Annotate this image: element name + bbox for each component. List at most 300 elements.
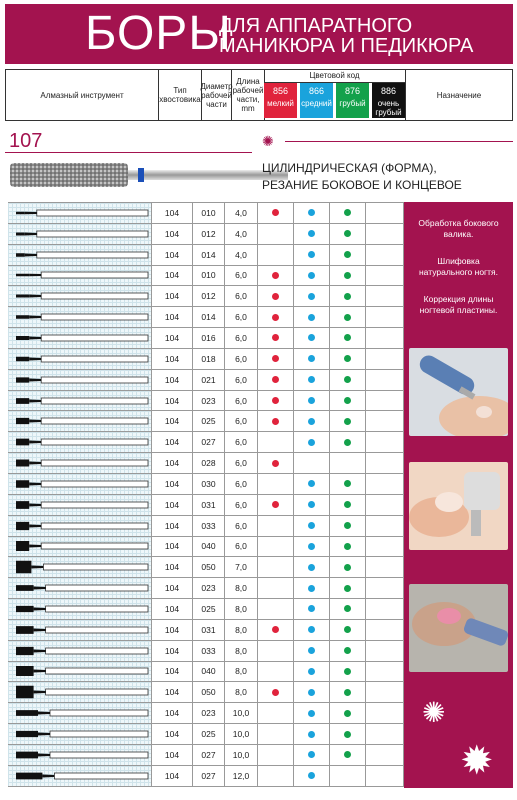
green-dot <box>344 543 351 550</box>
bur-shape-cell <box>8 766 152 786</box>
cell-green <box>330 370 366 390</box>
bur-shape-icon <box>8 766 151 786</box>
bur-shape-cell <box>8 286 152 306</box>
bur-shape-cell <box>8 307 152 327</box>
cell-red <box>258 724 294 744</box>
table-row <box>8 703 404 724</box>
table-row <box>8 286 404 307</box>
cell-green <box>330 620 366 640</box>
cell-red <box>258 537 294 557</box>
cell-blue <box>294 370 330 390</box>
cell-blue <box>294 578 330 598</box>
color-code-number: 886 <box>380 86 397 96</box>
blue-dot <box>308 751 315 758</box>
cell-blue <box>294 224 330 244</box>
bur-shape-cell <box>8 349 152 369</box>
blue-dot <box>308 564 315 571</box>
cell-len: 6,0 <box>225 432 258 452</box>
cell-green <box>330 537 366 557</box>
bur-shape-cell <box>8 537 152 557</box>
cell-green <box>330 662 366 682</box>
cell-black <box>366 557 404 577</box>
cell-red <box>258 766 294 786</box>
blue-dot <box>308 731 315 738</box>
table-row <box>8 349 404 370</box>
table-row <box>8 641 404 662</box>
cell-dia: 014 <box>193 245 225 265</box>
color-code-name: мелкий <box>267 99 294 108</box>
red-dot <box>272 376 279 383</box>
shape-line1: ЦИЛИНДРИЧЕСКАЯ (ФОРМА), <box>262 161 437 175</box>
cell-shank: 104 <box>152 411 193 431</box>
cell-len: 7,0 <box>225 557 258 577</box>
table-row <box>8 453 404 474</box>
cell-shank: 104 <box>152 203 193 223</box>
bur-shape-cell <box>8 474 152 494</box>
cell-green <box>330 203 366 223</box>
cell-dia: 031 <box>193 495 225 515</box>
cell-dia: 023 <box>193 391 225 411</box>
color-code-title: Цветовой код <box>264 69 405 83</box>
cell-len: 6,0 <box>225 266 258 286</box>
blue-dot <box>308 376 315 383</box>
bur-shape-icon <box>8 620 151 640</box>
green-dot <box>344 397 351 404</box>
cell-black <box>366 703 404 723</box>
cell-green <box>330 224 366 244</box>
red-dot <box>272 460 279 467</box>
ornament-icon: ✺ <box>262 133 274 149</box>
cell-green <box>330 432 366 452</box>
color-code-number: 866 <box>308 86 325 96</box>
table-row <box>8 578 404 599</box>
col-instrument: Алмазный инструмент <box>6 70 159 120</box>
bur-shape-icon <box>8 349 151 369</box>
cell-red <box>258 328 294 348</box>
bur-table <box>8 202 404 787</box>
cell-len: 4,0 <box>225 203 258 223</box>
blue-dot <box>308 647 315 654</box>
blue-dot <box>308 585 315 592</box>
cell-blue <box>294 432 330 452</box>
cell-green <box>330 724 366 744</box>
cell-blue <box>294 766 330 786</box>
manicure-photo-3 <box>409 584 508 672</box>
cell-green <box>330 557 366 577</box>
green-dot <box>344 418 351 425</box>
blue-dot <box>308 626 315 633</box>
green-dot <box>344 314 351 321</box>
col-diameter: Диаметр рабочей части <box>202 70 232 120</box>
cell-dia: 040 <box>193 662 225 682</box>
green-dot <box>344 439 351 446</box>
purpose-3: Коррекция длины ногтевой пластины. <box>419 294 498 315</box>
cell-len: 6,0 <box>225 516 258 536</box>
cell-red <box>258 557 294 577</box>
cell-shank: 104 <box>152 328 193 348</box>
cell-blue <box>294 703 330 723</box>
cell-len: 8,0 <box>225 599 258 619</box>
cell-black <box>366 453 404 473</box>
blue-dot <box>308 501 315 508</box>
cell-red <box>258 370 294 390</box>
green-dot <box>344 605 351 612</box>
cell-black <box>366 224 404 244</box>
manicure-photo-1 <box>409 348 508 436</box>
cell-shank: 104 <box>152 474 193 494</box>
cell-green <box>330 641 366 661</box>
cell-dia: 023 <box>193 703 225 723</box>
bur-shape-cell <box>8 516 152 536</box>
cell-black <box>366 724 404 744</box>
cell-blue <box>294 495 330 515</box>
green-dot <box>344 626 351 633</box>
cell-green <box>330 411 366 431</box>
cell-len: 4,0 <box>225 224 258 244</box>
cell-shank: 104 <box>152 266 193 286</box>
cell-blue <box>294 557 330 577</box>
green-dot <box>344 668 351 675</box>
col-length: Длина рабочей части, mm <box>232 70 265 120</box>
cell-red <box>258 432 294 452</box>
manicure-photo-2 <box>409 462 508 550</box>
cell-dia: 033 <box>193 516 225 536</box>
blue-dot <box>308 689 315 696</box>
cell-len: 6,0 <box>225 495 258 515</box>
cell-shank: 104 <box>152 599 193 619</box>
cell-green <box>330 307 366 327</box>
bur-shape-icon <box>8 307 151 327</box>
shape-description <box>262 160 462 194</box>
table-row <box>8 245 404 266</box>
cell-black <box>366 745 404 765</box>
cell-len: 4,0 <box>225 245 258 265</box>
green-dot <box>344 647 351 654</box>
cell-dia: 012 <box>193 286 225 306</box>
cell-black <box>366 682 404 702</box>
red-dot <box>272 418 279 425</box>
cell-shank: 104 <box>152 495 193 515</box>
cell-red <box>258 245 294 265</box>
cell-shank: 104 <box>152 349 193 369</box>
cell-dia: 027 <box>193 432 225 452</box>
table-row <box>8 391 404 412</box>
cell-len: 8,0 <box>225 641 258 661</box>
cell-black <box>366 516 404 536</box>
cell-dia: 025 <box>193 411 225 431</box>
bur-shape-icon <box>8 724 151 744</box>
header-banner <box>5 4 513 64</box>
cell-black <box>366 766 404 786</box>
table-row <box>8 495 404 516</box>
table-row <box>8 266 404 287</box>
bur-shape-icon <box>8 536 151 556</box>
bur-shape-icon <box>8 599 151 619</box>
cell-len: 8,0 <box>225 682 258 702</box>
cell-green <box>330 516 366 536</box>
sun-ornament-icon: ✹ <box>460 739 494 783</box>
green-dot <box>344 501 351 508</box>
bur-shape-icon <box>8 265 151 285</box>
bur-shape-cell <box>8 620 152 640</box>
cell-blue <box>294 682 330 702</box>
blue-dot <box>308 355 315 362</box>
cell-shank: 104 <box>152 286 193 306</box>
blue-dot <box>308 209 315 216</box>
green-dot <box>344 710 351 717</box>
cell-red <box>258 516 294 536</box>
cell-dia: 014 <box>193 307 225 327</box>
bur-shape-icon <box>8 453 151 473</box>
cell-len: 6,0 <box>225 411 258 431</box>
green-dot <box>344 293 351 300</box>
cell-black <box>366 307 404 327</box>
cell-red <box>258 391 294 411</box>
table-row <box>8 620 404 641</box>
table-row <box>8 370 404 391</box>
cell-blue <box>294 328 330 348</box>
cell-green <box>330 703 366 723</box>
cell-len: 6,0 <box>225 537 258 557</box>
cell-shank: 104 <box>152 578 193 598</box>
red-dot <box>272 397 279 404</box>
red-dot <box>272 334 279 341</box>
cell-blue <box>294 266 330 286</box>
cell-black <box>366 245 404 265</box>
cell-blue <box>294 453 330 473</box>
blue-dot <box>308 334 315 341</box>
cell-len: 6,0 <box>225 474 258 494</box>
bur-shape-cell <box>8 578 152 598</box>
cell-red <box>258 578 294 598</box>
cell-black <box>366 662 404 682</box>
cell-black <box>366 286 404 306</box>
cell-blue <box>294 245 330 265</box>
cell-black <box>366 599 404 619</box>
bur-shape-icon <box>8 557 151 577</box>
table-row <box>8 662 404 683</box>
purpose-2: Шлифовка натурального ногтя. <box>418 256 499 277</box>
green-dot <box>344 209 351 216</box>
bur-shape-icon <box>8 411 151 431</box>
blue-dot <box>308 543 315 550</box>
cell-green <box>330 745 366 765</box>
bur-shape-icon <box>8 286 151 306</box>
cell-blue <box>294 411 330 431</box>
blue-dot <box>308 668 315 675</box>
cell-len: 8,0 <box>225 620 258 640</box>
table-row <box>8 432 404 453</box>
title-rule <box>285 141 513 142</box>
table-row <box>8 411 404 432</box>
table-row <box>8 328 404 349</box>
green-dot <box>344 731 351 738</box>
cell-black <box>366 203 404 223</box>
table-row <box>8 537 404 558</box>
cell-dia: 050 <box>193 682 225 702</box>
cell-black <box>366 266 404 286</box>
shape-line2: РЕЗАНИЕ БОКОВОЕ И КОНЦЕВОЕ <box>262 178 462 192</box>
table-row <box>8 557 404 578</box>
bur-shape-cell <box>8 599 152 619</box>
cell-shank: 104 <box>152 224 193 244</box>
cell-green <box>330 266 366 286</box>
header-subtitle <box>219 16 473 56</box>
blue-dot <box>308 439 315 446</box>
green-dot <box>344 230 351 237</box>
cell-shank: 104 <box>152 766 193 786</box>
blue-dot <box>308 293 315 300</box>
green-dot <box>344 376 351 383</box>
red-dot <box>272 293 279 300</box>
red-dot <box>272 314 279 321</box>
cell-green <box>330 349 366 369</box>
color-swatch-886 <box>372 83 405 118</box>
red-dot <box>272 272 279 279</box>
red-dot <box>272 626 279 633</box>
cell-blue <box>294 391 330 411</box>
cell-red <box>258 224 294 244</box>
bur-shape-icon <box>8 682 151 702</box>
color-code-name: очень грубый <box>375 99 402 117</box>
color-swatch-856 <box>264 83 297 118</box>
cell-blue <box>294 349 330 369</box>
cell-blue <box>294 203 330 223</box>
bur-shape-cell <box>8 557 152 577</box>
cell-black <box>366 578 404 598</box>
cell-red <box>258 745 294 765</box>
cell-len: 6,0 <box>225 370 258 390</box>
divider <box>5 152 252 153</box>
green-dot <box>344 334 351 341</box>
cell-dia: 012 <box>193 224 225 244</box>
cell-dia: 031 <box>193 620 225 640</box>
cell-len: 10,0 <box>225 703 258 723</box>
cell-blue <box>294 662 330 682</box>
header-subtitle-line1: ДЛЯ АППАРАТНОГО <box>219 15 413 37</box>
cell-blue <box>294 641 330 661</box>
cell-dia: 027 <box>193 766 225 786</box>
bur-shape-icon <box>8 745 151 765</box>
red-dot <box>272 209 279 216</box>
bur-shape-icon <box>8 474 151 494</box>
cell-blue <box>294 620 330 640</box>
cell-blue <box>294 724 330 744</box>
cell-black <box>366 391 404 411</box>
cell-shank: 104 <box>152 453 193 473</box>
header-title: БОРЫ <box>85 7 232 60</box>
cell-shank: 104 <box>152 307 193 327</box>
cell-green <box>330 599 366 619</box>
table-row <box>8 307 404 328</box>
bur-shape-icon <box>8 641 151 661</box>
blue-dot <box>308 710 315 717</box>
red-dot <box>272 501 279 508</box>
blue-dot <box>308 522 315 529</box>
cell-shank: 104 <box>152 245 193 265</box>
cell-black <box>366 537 404 557</box>
bur-shape-cell <box>8 745 152 765</box>
cell-shank: 104 <box>152 620 193 640</box>
color-code-number: 876 <box>344 86 361 96</box>
bur-shape-icon <box>8 328 151 348</box>
cell-blue <box>294 745 330 765</box>
red-dot <box>272 355 279 362</box>
cell-blue <box>294 286 330 306</box>
blue-dot <box>308 772 315 779</box>
cell-len: 6,0 <box>225 349 258 369</box>
cell-dia: 023 <box>193 578 225 598</box>
color-code-name: грубый <box>339 99 366 108</box>
cell-shank: 104 <box>152 432 193 452</box>
col-shank: Тип хвостовика <box>159 70 202 120</box>
bur-shape-cell <box>8 203 152 223</box>
cell-red <box>258 682 294 702</box>
cell-red <box>258 453 294 473</box>
cell-red <box>258 620 294 640</box>
table-row <box>8 745 404 766</box>
cell-red <box>258 307 294 327</box>
cell-len: 12,0 <box>225 766 258 786</box>
blue-dot <box>308 605 315 612</box>
cell-red <box>258 474 294 494</box>
blue-dot <box>308 251 315 258</box>
bur-shape-cell <box>8 411 152 431</box>
cell-green <box>330 453 366 473</box>
blue-dot <box>308 480 315 487</box>
cell-black <box>366 411 404 431</box>
cell-red <box>258 411 294 431</box>
cell-red <box>258 286 294 306</box>
bur-shape-icon <box>8 578 151 598</box>
cell-green <box>330 578 366 598</box>
cell-red <box>258 495 294 515</box>
table-row <box>8 516 404 537</box>
cell-shank: 104 <box>152 516 193 536</box>
table-row <box>8 682 404 703</box>
cell-shank: 104 <box>152 703 193 723</box>
bur-shape-cell <box>8 662 152 682</box>
bur-shape-cell <box>8 370 152 390</box>
cell-dia: 040 <box>193 537 225 557</box>
cell-green <box>330 391 366 411</box>
col-purpose: Назначение <box>436 90 482 100</box>
cell-black <box>366 641 404 661</box>
cell-black <box>366 349 404 369</box>
table-row <box>8 224 404 245</box>
cell-red <box>258 203 294 223</box>
cell-green <box>330 286 366 306</box>
cell-dia: 028 <box>193 453 225 473</box>
cell-shank: 104 <box>152 745 193 765</box>
table-row <box>8 203 404 224</box>
cell-len: 6,0 <box>225 307 258 327</box>
cell-black <box>366 620 404 640</box>
cell-black <box>366 495 404 515</box>
cell-dia: 021 <box>193 370 225 390</box>
bur-shape-cell <box>8 266 152 286</box>
cell-blue <box>294 599 330 619</box>
purpose-1: Обработка бокового валика. <box>418 218 499 239</box>
cell-len: 8,0 <box>225 662 258 682</box>
red-dot <box>272 689 279 696</box>
blue-dot <box>308 397 315 404</box>
bur-shape-cell <box>8 641 152 661</box>
cell-dia: 025 <box>193 724 225 744</box>
column-header <box>5 69 513 121</box>
bur-shape-cell <box>8 453 152 473</box>
cell-black <box>366 328 404 348</box>
